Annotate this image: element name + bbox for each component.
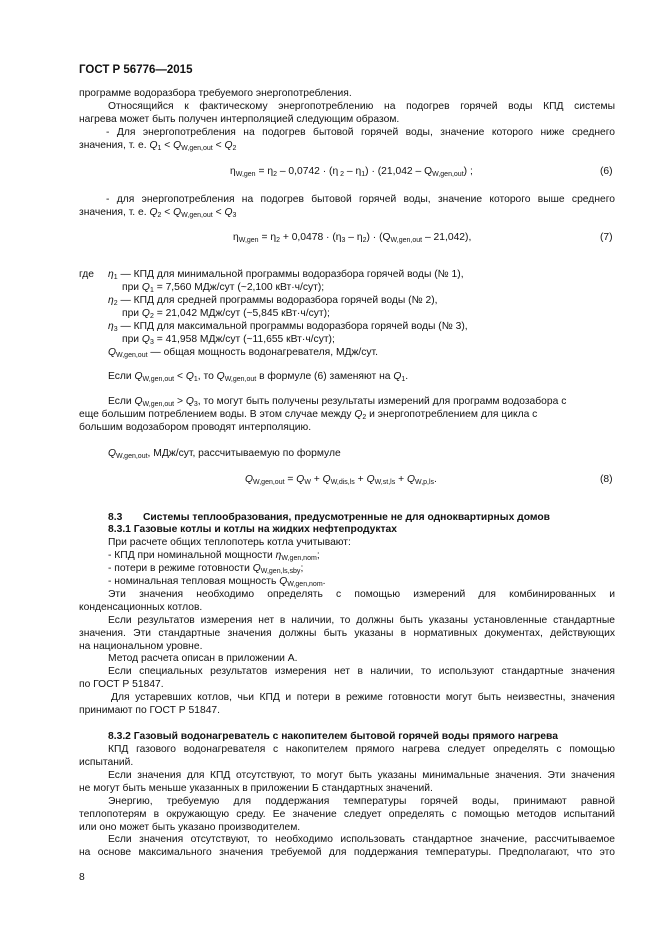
paragraph-line: Метод расчета описан в приложении А. xyxy=(108,653,298,664)
paragraph-line: конденсационных котлов. xyxy=(79,602,203,613)
where-entry: $\eta_3$ — КПД для максимальной программы водоразбора горячей воды (№ 3), xyxy=(108,321,468,333)
paragraph-line: При расчете общих теплопотерь котла учитывают: xyxy=(108,537,351,548)
paragraph-line: $Q_{W,gen,out}$, МДж/сут, рассчитываемую по формуле xyxy=(108,448,341,460)
where-entry: $\eta_2$ — КПД для средней программы водоразбора горячей воды (№ 2), xyxy=(108,295,438,307)
paragraph-line: на национальном уровне. xyxy=(79,641,203,652)
where-entry: при $Q_1 = 7,560$ МДж/сут (~2,100 кВт·ч/сут); xyxy=(122,282,325,294)
section-number: 8.3 xyxy=(108,512,123,523)
subsection-title: 8.3.2 Газовый водонагреватель с накопителем бытовой горячей воды прямого нагрева xyxy=(108,731,558,742)
paragraph-line: еще большим потреблением воды. В этом случае между $Q_2$ и энергопотреблением для цикла с xyxy=(79,409,538,421)
formula-number: (6) xyxy=(600,166,613,177)
paragraph-line: Если $Q_{W,gen,out} > Q_3$, то могут быть получены результаты измерений для программ водозабора с xyxy=(108,396,567,408)
formula-number: (7) xyxy=(600,232,613,243)
where-entry: $\eta_1$ — КПД для минимальной программы водоразбора горячей воды (№ 1), xyxy=(108,269,464,281)
paragraph-line: значения, т. е. $Q_2 < Q_{W,gen,out} < Q_3$ xyxy=(79,207,237,219)
where-entry: $Q_{W,gen,out}$ — общая мощность водонагревателя, МДж/сут. xyxy=(108,347,378,359)
paragraph-line: Относящийся к фактическому энергопотреблению на подогрев горячей воды КПД системы xyxy=(108,101,615,112)
paragraph-line: Если значения для КПД отсутствуют, то могут быть указаны минимальные значения. Эти значения xyxy=(108,770,615,781)
formula-7: $\eta_{W,gen} = \eta_2 + 0,0478 \cdot (\eta_3 - \eta_2) \cdot (Q_{W,gen,out} - 21,042)$, xyxy=(233,232,472,244)
paragraph-line: Энергию, требуемую для поддержания температуры горячей воды, принимают равной xyxy=(108,796,615,807)
paragraph-line: - для энергопотребления на подогрев бытовой горячей воды, значение которого выше среднего xyxy=(106,194,615,205)
list-item: - потери в режиме готовности $Q_{W,gen,ls,sby}$; xyxy=(108,563,304,575)
where-entry: при $Q_3 = 41,958$ МДж/сут (~11,655 кВт·ч/сут); xyxy=(122,334,335,346)
paragraph-line: Если специальных результатов измерения нет в наличии, то используют стандартные значения xyxy=(108,666,615,677)
paragraph-line: испытаний. xyxy=(79,757,134,768)
section-title: Системы теплообразования, предусмотренные не для одноквартирных домов xyxy=(143,512,550,523)
paragraph-line: Если $Q_{W,gen,out} < Q_1$, то $Q_{W,gen,out}$ в формуле (6) заменяют на $Q_1$. xyxy=(108,371,409,383)
paragraph-line: значения, т. е. $Q_1 < Q_{W,gen,out} < Q_2$ xyxy=(79,140,237,152)
paragraph-line: Для устаревших котлов, чьи КПД и потери в режиме готовности могут быть неизвестны, значения xyxy=(111,692,615,703)
list-item: - номинальная тепловая мощность $Q_{W,gen,nom}$. xyxy=(108,576,326,588)
where-label: где xyxy=(79,269,95,280)
subsection-title: 8.3.1 Газовые котлы и котлы на жидких нефтепродуктах xyxy=(108,524,398,535)
document-header: ГОСТ Р 56776—2015 xyxy=(79,64,193,76)
formula-8: $Q_{W,gen,out} = Q_W + Q_{W,dis,ls} + Q_{W,st,ls} + Q_{W,p,ls}$. xyxy=(245,474,437,486)
paragraph-line: нагрева может быть получен интерполяцией следующим образом. xyxy=(79,114,400,125)
paragraph-line: - Для энергопотребления на подогрев бытовой горячей воды, значение которого ниже среднего xyxy=(106,127,615,138)
paragraph-line: на основе максимального значения требуемой для поддержания температуры. Предполагают, что это xyxy=(79,847,615,858)
paragraph-line: теплопотерям в окружающую среду. Ее значение следует определять с помощью методов испытаний xyxy=(79,809,615,820)
paragraph-line: программе водоразбора требуемого энергопотребления. xyxy=(79,88,352,99)
page-number: 8 xyxy=(79,872,85,883)
formula-number: (8) xyxy=(600,474,613,485)
paragraph-line: принимают по ГОСТ Р 51847. xyxy=(79,705,221,716)
list-item: - КПД при номинальной мощности $\eta_{W,gen,nom}$; xyxy=(108,550,320,562)
formula-6: $\eta_{W,gen} = \eta_2 - 0,0742 \cdot (\eta$ $_2 - \eta_1) \cdot (21,042 - Q_{W,gen,out})$ ; xyxy=(230,166,473,178)
paragraph-line: по ГОСТ Р 51847. xyxy=(79,679,164,690)
paragraph-line: Если значения отсутствуют, то необходимо использовать стандартное значение, рассчитываемое xyxy=(108,834,615,845)
paragraph-line: не могут быть меньше указанных в приложении Б стандартных значений. xyxy=(79,783,433,794)
where-entry: при $Q_2 = 21,042$ МДж/сут (~5,845 кВт·ч/сут); xyxy=(122,308,330,320)
paragraph-line: Эти значения необходимо определять с помощью измерений для комбинированных и xyxy=(108,589,615,600)
paragraph-line: значения. Эти стандартные значения должны быть указаны в нормативных документах, действующих xyxy=(79,628,615,639)
paragraph-line: Если результатов измерения нет в наличии, то должны быть указаны установленные стандартные xyxy=(108,615,615,626)
paragraph-line: большим водозабором проводят интерполяцию. xyxy=(79,422,312,433)
paragraph-line: КПД газового водонагревателя с накопителем прямого нагрева следует определять с помощью xyxy=(108,744,615,755)
paragraph-line: или оно может быть указано производителем. xyxy=(79,822,301,833)
